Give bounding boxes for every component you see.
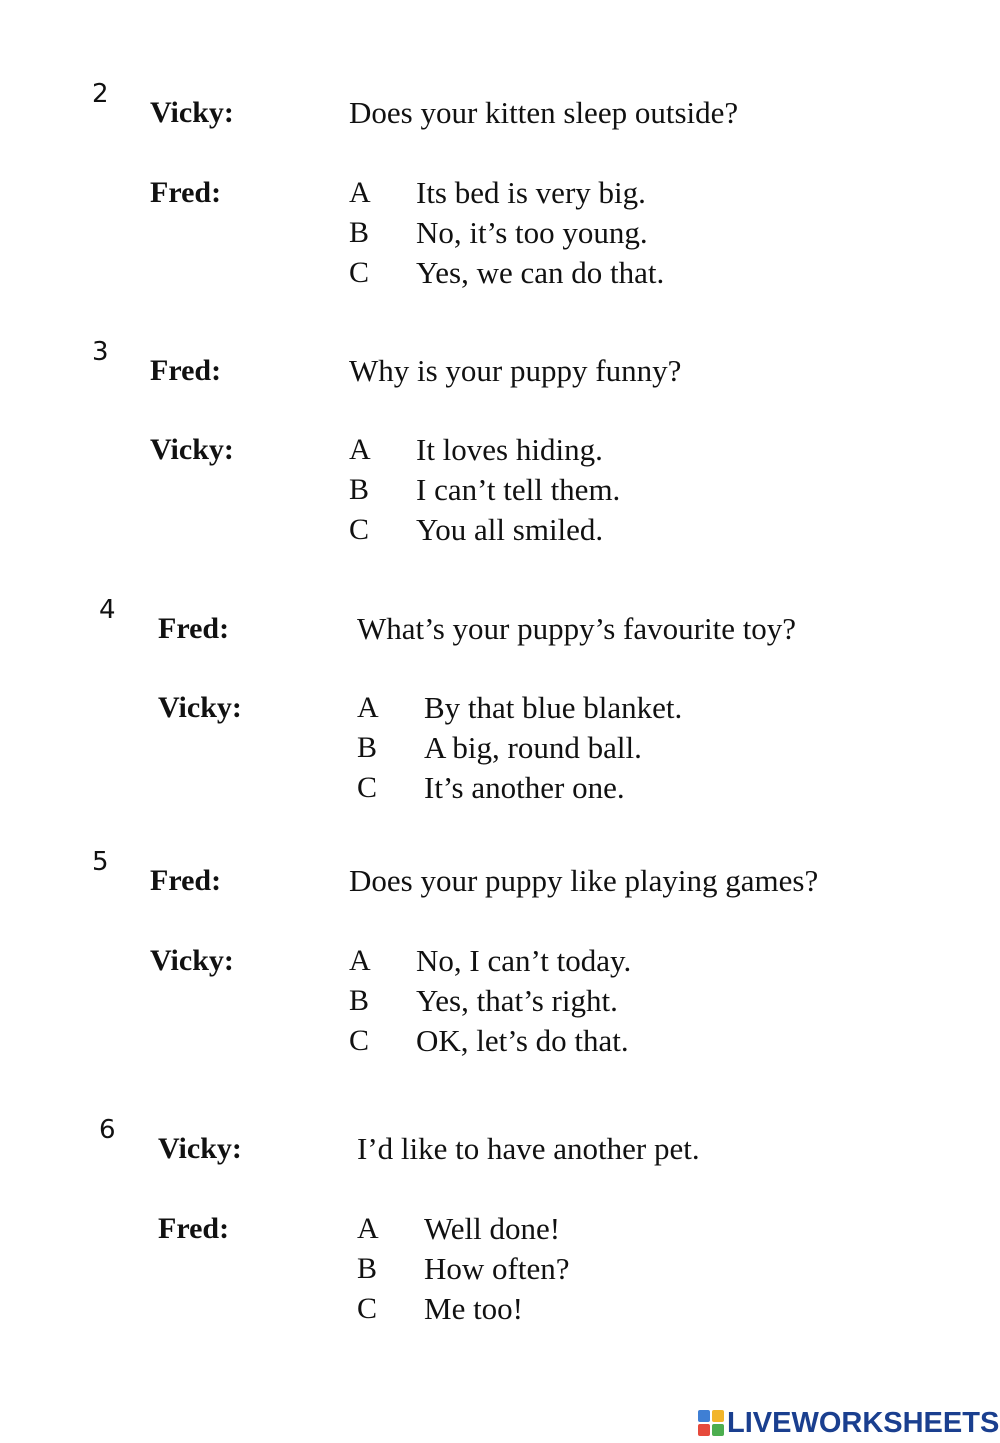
- prompt-text: Why is your puppy funny?: [349, 353, 682, 388]
- option-letter-c: C: [349, 513, 370, 546]
- option-letter-a: A: [357, 1212, 379, 1245]
- option-b[interactable]: A big, round ball.: [424, 730, 642, 765]
- option-letter-b: B: [357, 731, 378, 764]
- prompt-speaker: Vicky:: [150, 96, 234, 129]
- option-a[interactable]: No, I can’t today.: [416, 943, 632, 978]
- option-c[interactable]: You all smiled.: [416, 512, 604, 547]
- option-letter-a: A: [349, 944, 371, 977]
- reply-speaker: Fred:: [150, 176, 222, 209]
- option-b[interactable]: I can’t tell them.: [416, 472, 621, 507]
- option-letter-b: B: [349, 473, 370, 506]
- prompt-speaker: Fred:: [150, 354, 222, 387]
- option-c[interactable]: Yes, we can do that.: [416, 255, 665, 290]
- option-a[interactable]: It loves hiding.: [416, 432, 603, 467]
- question-number: 4: [99, 595, 116, 625]
- reply-speaker: Fred:: [158, 1212, 230, 1245]
- question-number: 6: [99, 1115, 116, 1145]
- option-letter-c: C: [357, 771, 378, 804]
- option-letter-c: C: [349, 1024, 370, 1057]
- prompt-speaker: Fred:: [150, 864, 222, 897]
- prompt-speaker: Fred:: [158, 612, 230, 645]
- liveworksheets-logo: [698, 1406, 999, 1440]
- option-letter-b: B: [349, 216, 370, 249]
- option-c[interactable]: OK, let’s do that.: [416, 1023, 629, 1058]
- option-a[interactable]: Well done!: [424, 1211, 561, 1246]
- option-c[interactable]: It’s another one.: [424, 770, 625, 805]
- prompt-text: What’s your puppy’s favourite toy?: [357, 611, 797, 646]
- reply-speaker: Vicky:: [158, 691, 242, 724]
- option-b[interactable]: How often?: [424, 1251, 570, 1286]
- option-letter-a: A: [349, 176, 371, 209]
- prompt-speaker: Vicky:: [158, 1132, 242, 1165]
- option-letter-c: C: [349, 256, 370, 289]
- option-a[interactable]: By that blue blanket.: [424, 690, 683, 725]
- prompt-text: I’d like to have another pet.: [357, 1131, 700, 1166]
- option-c[interactable]: Me too!: [424, 1291, 524, 1326]
- option-b[interactable]: No, it’s too young.: [416, 215, 648, 250]
- question-number: 5: [92, 847, 109, 877]
- option-letter-a: A: [349, 433, 371, 466]
- reply-speaker: Vicky:: [150, 433, 234, 466]
- question-number: 2: [92, 79, 109, 109]
- liveworksheets-logo-icon: [698, 1410, 724, 1436]
- option-a[interactable]: Its bed is very big.: [416, 175, 646, 210]
- question-number: 3: [92, 337, 109, 367]
- option-b[interactable]: Yes, that’s right.: [416, 983, 618, 1018]
- option-letter-a: A: [357, 691, 379, 724]
- option-letter-c: C: [357, 1292, 378, 1325]
- prompt-text: Does your puppy like playing games?: [349, 863, 819, 898]
- prompt-text: Does your kitten sleep outside?: [349, 95, 739, 130]
- option-letter-b: B: [357, 1252, 378, 1285]
- liveworksheets-logo-text: LIVEWORKSHEETS: [727, 1406, 1000, 1439]
- reply-speaker: Vicky:: [150, 944, 234, 977]
- option-letter-b: B: [349, 984, 370, 1017]
